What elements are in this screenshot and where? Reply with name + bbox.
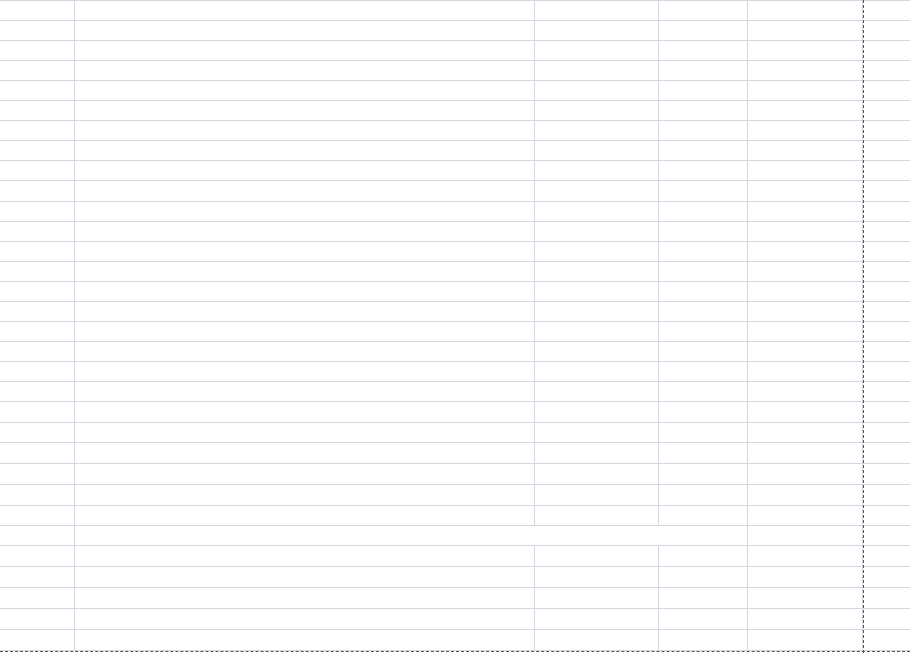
grid-cell[interactable] [748,485,863,505]
grid-cell[interactable] [535,202,659,221]
grid-cell[interactable] [0,382,75,401]
grid-cell[interactable] [0,101,75,120]
table-row [0,526,910,546]
table-row [0,61,910,81]
grid-cell[interactable] [0,181,75,201]
table-row [0,630,910,651]
grid-cell[interactable] [659,282,748,301]
grid-cell[interactable] [75,141,535,160]
grid-cell[interactable] [535,485,659,505]
table-row [0,161,910,181]
grid-cell[interactable] [659,1,748,20]
grid-cell[interactable] [748,630,863,650]
grid-cell[interactable] [748,342,863,361]
grid-cell[interactable] [75,282,535,301]
table-row [0,101,910,121]
grid-cell[interactable] [659,181,748,201]
grid-cell[interactable] [748,546,863,566]
grid-cell[interactable] [0,41,75,60]
grid-cell[interactable] [748,202,863,221]
grid-cell[interactable] [863,41,910,60]
grid-cell[interactable] [863,342,910,361]
grid-cell[interactable] [75,402,535,422]
grid-cell[interactable] [659,41,748,60]
grid-cell[interactable] [0,443,75,463]
grid-cell[interactable] [748,609,863,629]
grid-cell[interactable] [863,81,910,100]
table-row [0,382,910,402]
table-row [0,41,910,61]
grid-cell[interactable] [748,81,863,100]
table-row [0,121,910,141]
grid-cell[interactable] [75,362,535,381]
grid-cell[interactable] [659,382,748,401]
grid-cell[interactable] [75,423,535,442]
grid-cell[interactable] [659,101,748,120]
grid-cell[interactable] [0,81,75,100]
grid-cell[interactable] [75,81,535,100]
grid-cell[interactable] [535,362,659,381]
grid-cell[interactable] [75,41,535,60]
grid-cell[interactable] [75,546,535,566]
grid-cell[interactable] [748,443,863,463]
grid-cell[interactable] [0,485,75,505]
grid-cell[interactable] [863,181,910,201]
grid-cell[interactable] [535,81,659,100]
grid-cell[interactable] [0,322,75,341]
table-row [0,242,910,262]
grid-cell[interactable] [659,121,748,140]
grid-cell[interactable] [748,382,863,401]
grid-cell[interactable] [75,609,535,629]
grid-cell[interactable] [748,322,863,341]
grid-cell[interactable] [863,443,910,463]
grid-cell[interactable] [659,402,748,422]
grid-cell[interactable] [748,21,863,40]
page-break-horizontal [0,651,910,652]
grid-cell[interactable] [535,630,659,650]
grid-cell[interactable] [659,81,748,100]
table-row [0,202,910,222]
grid-cell[interactable] [75,630,535,650]
grid-cell[interactable] [0,242,75,261]
grid-cell[interactable] [748,161,863,180]
grid-cell[interactable] [863,21,910,40]
grid-cell[interactable] [0,630,75,650]
grid-cell[interactable] [748,282,863,301]
grid-cell[interactable] [748,567,863,587]
grid-cell[interactable] [75,567,535,587]
grid-cell[interactable] [863,567,910,587]
grid-cell[interactable] [0,423,75,442]
grid-cell[interactable] [863,61,910,80]
grid-cell[interactable] [535,567,659,587]
table-row [0,262,910,282]
grid-cell[interactable] [659,262,748,281]
grid-cell[interactable] [535,609,659,629]
grid-cell[interactable] [863,609,910,629]
grid-cell[interactable] [748,506,863,525]
grid-cell[interactable] [863,362,910,381]
table-row [0,322,910,342]
grid-cell[interactable] [659,202,748,221]
grid-cell[interactable] [0,546,75,566]
grid-cell[interactable] [0,506,75,525]
table-row [0,485,910,506]
grid-cell[interactable] [0,526,75,545]
grid-cell[interactable] [863,423,910,442]
grid-cell[interactable] [863,202,910,221]
grid-cell[interactable] [75,322,535,341]
grid-cell[interactable] [535,443,659,463]
grid-cell[interactable] [0,61,75,80]
grid-cell[interactable] [748,526,863,545]
table-row [0,609,910,630]
grid-cell[interactable] [0,402,75,422]
grid-cell[interactable] [863,262,910,281]
grid-cell[interactable] [748,242,863,261]
grid-cell[interactable] [863,282,910,301]
grid-cell[interactable] [659,141,748,160]
grid-cell[interactable] [75,262,535,281]
grid-cell[interactable] [75,222,535,241]
grid-cell[interactable] [535,546,659,566]
grid-cell[interactable] [748,101,863,120]
grid-cell[interactable] [748,1,863,20]
grid-cell[interactable] [863,222,910,241]
grid-cell[interactable] [0,567,75,587]
grid-cell[interactable] [75,506,535,525]
grid-cell[interactable] [863,526,910,545]
table-row [0,181,910,202]
grid-cell[interactable] [863,242,910,261]
grid-cell[interactable] [535,61,659,80]
grid-cell[interactable] [0,362,75,381]
grid-cell[interactable] [863,485,910,505]
page-break-vertical [863,0,864,653]
grid-cell[interactable] [659,302,748,321]
grid-cell[interactable] [0,222,75,241]
grid-cell[interactable] [0,464,75,484]
grid-cell[interactable] [863,464,910,484]
table-row [0,302,910,322]
table-row [0,1,910,21]
grid-cell[interactable] [75,485,535,505]
grid-cell[interactable] [659,322,748,341]
grid-cell[interactable] [0,588,75,608]
table-row [0,464,910,485]
grid-cell[interactable] [75,382,535,401]
grid-cell[interactable] [659,362,748,381]
grid-cell[interactable] [863,101,910,120]
grid-cell[interactable] [659,61,748,80]
grid-cell[interactable] [863,546,910,566]
grid-cell[interactable] [535,1,659,20]
grid-cell[interactable] [659,161,748,180]
grid-cell[interactable] [75,21,535,40]
table-row [0,443,910,464]
grid-cell[interactable] [535,282,659,301]
grid-cell[interactable] [659,609,748,629]
grid-cell[interactable] [75,588,535,608]
grid-cell[interactable] [659,464,748,484]
grid-cell[interactable] [535,302,659,321]
grid-cell[interactable] [535,588,659,608]
grid-cell[interactable] [659,485,748,505]
grid-cell[interactable] [863,161,910,180]
grid-cell[interactable] [535,402,659,422]
grid-cell[interactable] [659,423,748,442]
grid-cell[interactable] [535,141,659,160]
grid-cell[interactable] [535,101,659,120]
grid-cell[interactable] [863,402,910,422]
grid-cell[interactable] [659,242,748,261]
table-row [0,546,910,567]
table-row [0,423,910,443]
grid-cell[interactable] [659,443,748,463]
grid-cell[interactable] [748,402,863,422]
grid-cell[interactable] [0,1,75,20]
grid-cell[interactable] [659,567,748,587]
grid-cell[interactable] [535,121,659,140]
grid-cell[interactable] [863,322,910,341]
table-row [0,141,910,161]
grid-cell[interactable] [748,41,863,60]
grid-cell[interactable] [75,181,535,201]
grid-cell[interactable] [748,423,863,442]
grid-cell[interactable] [748,588,863,608]
grid-cell[interactable] [0,262,75,281]
grid-cell[interactable] [659,546,748,566]
grid-cell[interactable] [535,322,659,341]
grid-cell[interactable] [659,506,748,525]
grid-cell[interactable] [659,342,748,361]
table-row [0,222,910,242]
grid-cell[interactable] [535,342,659,361]
grid-cell[interactable] [75,202,535,221]
grid-cell[interactable] [863,630,910,650]
grid-cell[interactable] [75,101,535,120]
grid-cell[interactable] [659,21,748,40]
grid-cell[interactable] [748,121,863,140]
table-row [0,282,910,302]
grid-cell[interactable] [75,121,535,140]
grid-cell[interactable] [75,61,535,80]
grid-cell[interactable] [75,342,535,361]
grid-cell[interactable] [0,202,75,221]
grid-cell[interactable] [75,302,535,321]
grid-cell[interactable] [0,342,75,361]
grid-cell[interactable] [535,382,659,401]
grid-top-border [0,0,910,1]
grid-cell[interactable] [863,588,910,608]
grid-cell[interactable] [0,21,75,40]
grid-cell[interactable] [863,141,910,160]
grid-cell[interactable] [748,362,863,381]
grid-cell[interactable] [0,302,75,321]
grid-cell[interactable] [863,506,910,525]
grid-cell[interactable] [535,242,659,261]
grid-cell[interactable] [535,41,659,60]
grid-cell[interactable] [748,222,863,241]
grid-cell[interactable] [748,302,863,321]
grid-cell[interactable] [0,121,75,140]
table-row [0,81,910,101]
grid-cell[interactable] [75,443,535,463]
table-row [0,506,910,526]
grid-cell[interactable] [0,161,75,180]
grid-cell[interactable] [0,282,75,301]
grid-cell[interactable] [535,222,659,241]
grid-cell[interactable] [535,181,659,201]
grid-cell[interactable] [75,161,535,180]
grid-cell[interactable] [863,1,910,20]
grid-cell[interactable] [535,21,659,40]
table-row [0,342,910,362]
table-row [0,21,910,41]
table-row [0,402,910,423]
grid-cell[interactable] [75,1,535,20]
grid-cell[interactable] [748,464,863,484]
grid-cell[interactable] [535,506,659,525]
grid-cell[interactable] [0,141,75,160]
grid-cell[interactable] [863,382,910,401]
table-row [0,588,910,609]
grid-cell[interactable] [748,262,863,281]
grid-cell[interactable] [75,464,535,484]
grid-cell[interactable] [535,161,659,180]
grid-cell[interactable] [659,222,748,241]
grid-cell[interactable] [0,609,75,629]
grid-cell[interactable] [748,181,863,201]
grid-cell[interactable] [863,121,910,140]
grid-cell[interactable] [535,262,659,281]
grid-cell[interactable] [535,464,659,484]
grid-cell[interactable] [659,588,748,608]
table-row [0,567,910,588]
grid-cell[interactable] [75,242,535,261]
grid-cell[interactable] [748,141,863,160]
table-row [0,362,910,382]
grid-cell[interactable] [748,61,863,80]
grid-cell[interactable] [75,526,748,545]
grid-cell[interactable] [863,302,910,321]
grid-cell[interactable] [535,423,659,442]
grid-cell[interactable] [659,630,748,650]
